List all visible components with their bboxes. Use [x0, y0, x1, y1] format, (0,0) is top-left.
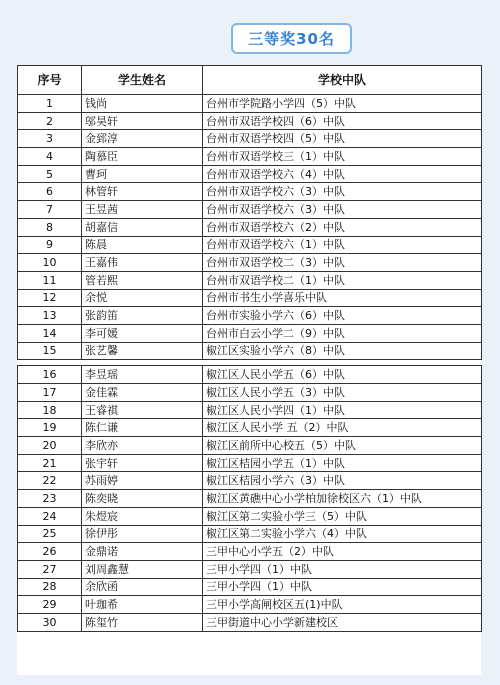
row-school-team: 椒江区桔园小学五（1）中队 — [203, 454, 482, 472]
row-school-team: 椒江区人民小学 五（2）中队 — [203, 419, 482, 437]
row-school-team: 台州市学院路小学四（5）中队 — [203, 95, 482, 113]
page-title: 三等奖30名 — [231, 23, 352, 54]
row-school-team: 椒江区人民小学四（1）中队 — [203, 401, 482, 419]
table-row — [18, 324, 482, 342]
row-index: 13 — [18, 307, 82, 325]
row-school-team: 台州市双语学校六（4）中队 — [203, 165, 482, 183]
row-student-name: 徐伊彤 — [82, 525, 203, 543]
table-row — [18, 307, 482, 325]
row-student-name: 王睿祺 — [82, 401, 203, 419]
row-student-name: 叶珈希 — [82, 596, 203, 614]
row-student-name: 曹珂 — [82, 165, 203, 183]
table-row — [18, 613, 482, 631]
row-school-team: 台州市白云小学二（9）中队 — [203, 324, 482, 342]
table-row — [18, 201, 482, 219]
row-student-name: 李昱瑶 — [82, 366, 203, 384]
row-school-team: 台州市双语学校二（3）中队 — [203, 254, 482, 272]
row-student-name: 李可媛 — [82, 324, 203, 342]
row-index: 15 — [18, 342, 82, 360]
row-school-team: 椒江区人民小学五（3）中队 — [203, 384, 482, 402]
table-header-row — [18, 66, 482, 95]
row-index: 27 — [18, 560, 82, 578]
table-row — [18, 289, 482, 307]
row-index: 17 — [18, 384, 82, 402]
row-school-team: 台州市双语学校六（2）中队 — [203, 218, 482, 236]
row-index: 5 — [18, 165, 82, 183]
table-row — [18, 366, 482, 384]
row-school-team: 椒江区第二实验小学六（4）中队 — [203, 525, 482, 543]
row-student-name: 管若熙 — [82, 271, 203, 289]
table-row — [18, 183, 482, 201]
row-index: 30 — [18, 613, 82, 631]
row-index: 16 — [18, 366, 82, 384]
row-school-team: 台州市双语学校六（3）中队 — [203, 201, 482, 219]
table-row — [18, 560, 482, 578]
row-index: 4 — [18, 148, 82, 166]
row-index: 10 — [18, 254, 82, 272]
table-row — [18, 130, 482, 148]
row-student-name: 陈玺竹 — [82, 613, 203, 631]
row-index: 2 — [18, 112, 82, 130]
row-student-name: 陈仁谦 — [82, 419, 203, 437]
row-student-name: 余悦 — [82, 289, 203, 307]
row-student-name: 余欣函 — [82, 578, 203, 596]
table-row — [18, 384, 482, 402]
row-index: 12 — [18, 289, 82, 307]
row-student-name: 陈奕晓 — [82, 490, 203, 508]
row-index: 3 — [18, 130, 82, 148]
row-student-name: 邬昊轩 — [82, 112, 203, 130]
row-school-team: 台州市双语学校四（6）中队 — [203, 112, 482, 130]
row-school-team: 台州市双语学校三（1）中队 — [203, 148, 482, 166]
row-school-team: 三甲小学高闸校区五(1)中队 — [203, 596, 482, 614]
row-school-team: 台州市双语学校六（3）中队 — [203, 183, 482, 201]
table-row — [18, 419, 482, 437]
row-index: 23 — [18, 490, 82, 508]
row-school-team: 椒江区实验小学六（8）中队 — [203, 342, 482, 360]
award-table — [17, 65, 482, 632]
row-school-team: 椒江区桔园小学六（3）中队 — [203, 472, 482, 490]
row-index: 18 — [18, 401, 82, 419]
row-index: 8 — [18, 218, 82, 236]
table-row — [18, 95, 482, 113]
row-index: 28 — [18, 578, 82, 596]
table-row — [18, 507, 482, 525]
row-school-team: 三甲中心小学五（2）中队 — [203, 543, 482, 561]
header-student-name: 学生姓名 — [82, 66, 203, 95]
header-index: 序号 — [18, 66, 82, 95]
row-school-team: 椒江区第二实验小学三（5）中队 — [203, 507, 482, 525]
table-row — [18, 112, 482, 130]
table-row — [18, 490, 482, 508]
row-student-name: 王昱茜 — [82, 201, 203, 219]
row-student-name: 张艺馨 — [82, 342, 203, 360]
row-index: 11 — [18, 271, 82, 289]
row-student-name: 王嘉伟 — [82, 254, 203, 272]
row-index: 9 — [18, 236, 82, 254]
row-index: 25 — [18, 525, 82, 543]
row-student-name: 刘周鑫慧 — [82, 560, 203, 578]
table-row — [18, 543, 482, 561]
row-index: 19 — [18, 419, 82, 437]
row-student-name: 金鼎诺 — [82, 543, 203, 561]
table-row — [18, 578, 482, 596]
row-school-team: 椒江区黄礁中心小学柏加徐校区六（1）中队 — [203, 490, 482, 508]
row-school-team: 台州市双语学校二（1）中队 — [203, 271, 482, 289]
award-list-sheet — [17, 65, 481, 675]
row-student-name: 张宇轩 — [82, 454, 203, 472]
row-student-name: 李欣亦 — [82, 437, 203, 455]
row-index: 7 — [18, 201, 82, 219]
row-index: 20 — [18, 437, 82, 455]
row-index: 21 — [18, 454, 82, 472]
row-school-team: 椒江区前所中心校五（5）中队 — [203, 437, 482, 455]
table-row — [18, 148, 482, 166]
row-index: 29 — [18, 596, 82, 614]
row-index: 14 — [18, 324, 82, 342]
row-student-name: 张韵笛 — [82, 307, 203, 325]
row-school-team: 台州市双语学校四（5）中队 — [203, 130, 482, 148]
row-student-name: 朱煜宸 — [82, 507, 203, 525]
row-student-name: 陶慕臣 — [82, 148, 203, 166]
table-row — [18, 472, 482, 490]
row-school-team: 椒江区人民小学五（6）中队 — [203, 366, 482, 384]
table-row — [18, 596, 482, 614]
table-row — [18, 437, 482, 455]
row-student-name: 陈晨 — [82, 236, 203, 254]
row-index: 6 — [18, 183, 82, 201]
table-row — [18, 271, 482, 289]
row-school-team: 三甲街道中心小学新建校区 — [203, 613, 482, 631]
row-student-name: 钱尚 — [82, 95, 203, 113]
row-student-name: 苏雨婷 — [82, 472, 203, 490]
table-row — [18, 218, 482, 236]
row-student-name: 林管轩 — [82, 183, 203, 201]
header-school-team: 学校中队 — [203, 66, 482, 95]
table-row — [18, 254, 482, 272]
row-school-team: 台州市双语学校六（1）中队 — [203, 236, 482, 254]
row-student-name: 金佳霖 — [82, 384, 203, 402]
row-index: 26 — [18, 543, 82, 561]
row-school-team: 三甲小学四（1）中队 — [203, 578, 482, 596]
table-row — [18, 342, 482, 360]
row-index: 1 — [18, 95, 82, 113]
row-school-team: 三甲小学四（1）中队 — [203, 560, 482, 578]
table-row — [18, 165, 482, 183]
table-row — [18, 401, 482, 419]
table-row — [18, 236, 482, 254]
row-index: 22 — [18, 472, 82, 490]
table-row — [18, 454, 482, 472]
row-student-name: 金郅淳 — [82, 130, 203, 148]
row-index: 24 — [18, 507, 82, 525]
table-row — [18, 525, 482, 543]
row-school-team: 台州市实验小学六（6）中队 — [203, 307, 482, 325]
row-school-team: 台州市书生小学喜乐中队 — [203, 289, 482, 307]
row-student-name: 胡嘉信 — [82, 218, 203, 236]
